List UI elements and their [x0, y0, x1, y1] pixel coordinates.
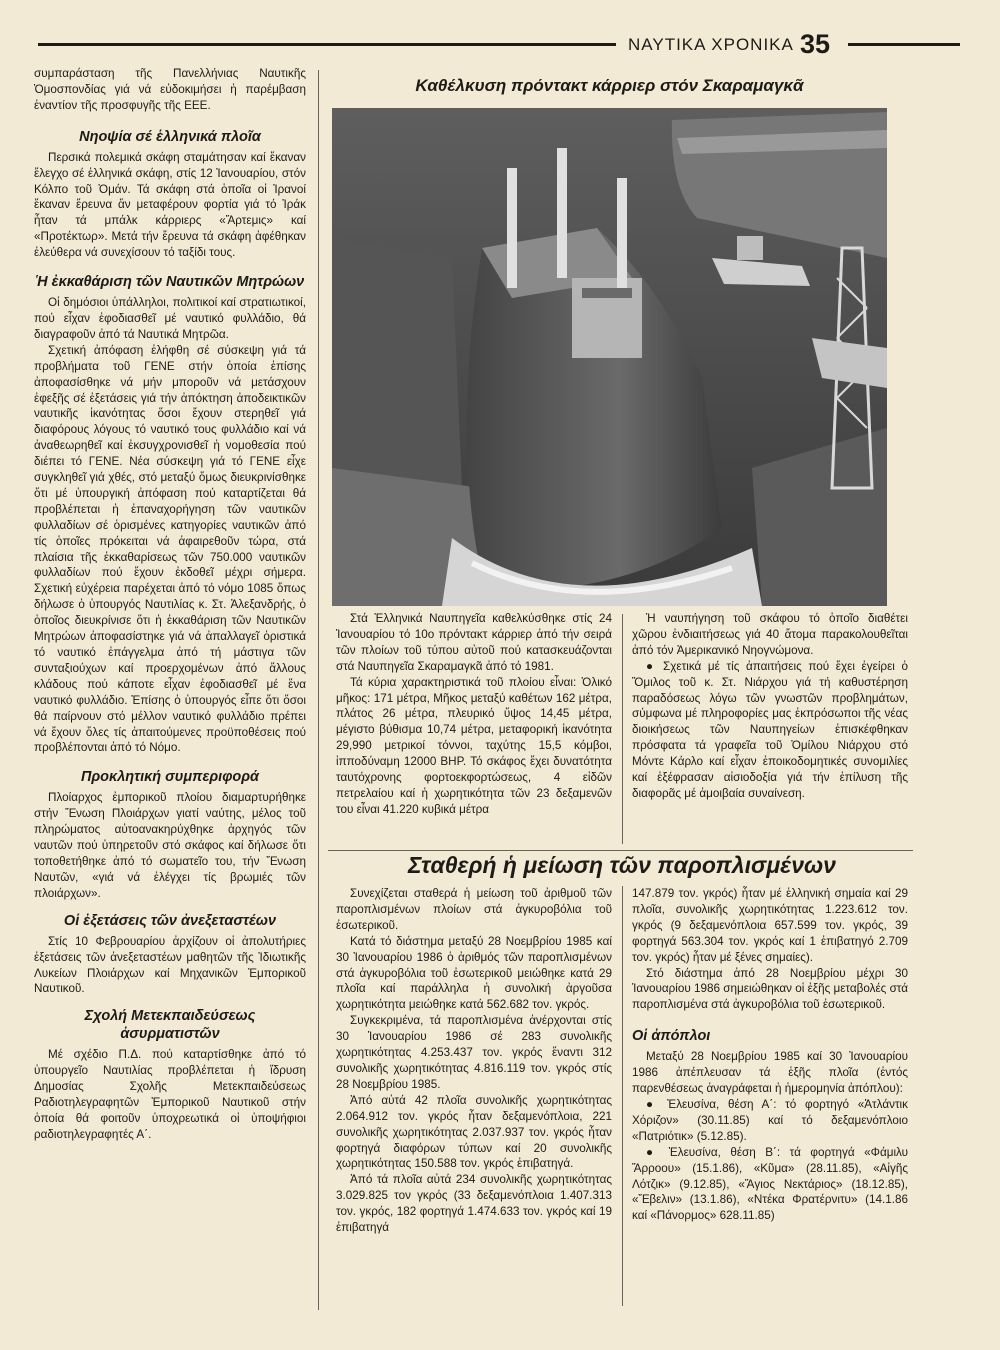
- heading-apoploi: Οἱ ἀπόπλοι: [632, 1028, 711, 1045]
- photo-story-col-2: [632, 611, 908, 802]
- heading-exetaseis: Οἱ ἐξετάσεις τῶν ἀνεξεταστέων: [63, 912, 277, 929]
- text-exetaseis: Στίς 10 Φεβρουαρίου ἀρχίζουν οἱ ἀπολυτήριες ἐξετάσεις τῶν ἀνεξεταστέων μαθητῶν τῆς Ἰδιωτικῆς Λυκείων Πλοιάρχων καί Μηχανικῶν Ἐμπορικοῦ Ναυτικοῦ.: [34, 934, 306, 996]
- photo-story-text-2: Τά κύρια χαρακτηριστικά τοῦ πλοίου εἶναι: Ὁλικό μῆκος: 171 μέτρα, Μῆκος μεταξύ καθέτων 162 μέτρα, πλάτος 26 μέτρα, πλευρικό ὕψος 14,45 μέτρα, μέγιστο βύθισμα 10,74 μέτρα, μεταφορική ἱκανότητα 29,990 μετρικοί τόννοι, ταχύτης 15,5 κόμβοι, ἱπποδύναμη 12000 BHP. Τό σκάφος ἔχει δυνατότητα ταυτόχρονης φορτοεκφορτώσεως, 4 εἰδῶν πετρελαίου καί ἡ χωρητικότητα τῶν 23 δεξαμενῶν του εἶναι 41.220 κυβικά μέτρα: [336, 675, 612, 816]
- heading-proklitiki: Προκλητική συμπεριφορά: [80, 769, 260, 786]
- intro-text: συμπαράσταση τῆς Πανελλήνιας Ναυτικῆς Ὁμοσπονδίας γιά νά εὐδοκιμήσει ἡ παρέμβαση ἐναντίον τῆς προσφυγῆς τῆς ΕΕΕ.: [34, 67, 306, 112]
- bottom-text-4: Ἀπό αὐτά 42 πλοῖα συνολικῆς χωρητικότητας 2.064.912 τον. γκρός ἦταν δεξαμενόπλοια, 221 συνολικῆς χωρητικότητας 2.037.937 τον. γκρός ἦταν φορτηγά διαφόρων τύπων καί 20 συνολικῆς χωρητικότητας 150.588 τον. γκρός ἐπιβατηγά.: [336, 1093, 612, 1171]
- bottom-text-1: Συνεχίζεται σταθερά ἡ μείωση τοῦ ἀριθμοῦ τῶν παροπλισμένων πλοίων στά ἀγκυροβόλια τοῦ ἐσωτερικοῦ.: [336, 887, 612, 932]
- bottom-story-col-2: [632, 886, 908, 1224]
- left-column: [34, 66, 306, 1143]
- ship-launch-photo: [332, 108, 887, 606]
- bottom-text-7: Στό διάστημα ἀπό 28 Νοεμβρίου μέχρι 30 Ἰανουαρίου 1986 σημειώθηκαν οἱ ἑξῆς μεταβολές στά παροπλισμένα στά ἀγκυροβόλια τοῦ ἐσωτερικοῦ.: [632, 966, 908, 1012]
- bottom-text-9: ● Ἐλευσίνα, θέση Α΄: τό φορτηγό «Ἀτλάντικ Χόριζον» (30.11.85) καί τό δεξαμενόπλοιο «Πατριότικ» (5.12.85).: [632, 1097, 908, 1143]
- bottom-text-5: Ἀπό τά πλοῖα αὐτά 234 συνολικῆς χωρητικότητας 3.029.825 τον γκρός (33 δεξαμενόπλοια 1.407.313 τον. γκρός, 182 φορτηγά 1.474.633 τον. γκρός καί 19 ἐπιβατηγά: [336, 1173, 612, 1235]
- text-mitroa-2: Σχετική ἀπόφαση ἐλήφθη σέ σύσκεψη γιά τά προβλήματα τοῦ ΓΕΝΕ στήν ὁποία ἐπίσης ἀποφασίσθηκε νά μήν μποροῦν νά μετάσχουν ἐφεξῆς σέ ἐξετάσεις γιά τήν ἀπόκτηση ἀποδεικτικῶν ναυτικῆς ἱκανότητας ὅσοι ἔχουν στερηθεῖ γιά διαφόρους λόγους τό ναυτικό τους φυλλάδιο καί νά ἀναθεωρηθεῖ καί ἐκσυγχρονισθεῖ ἡ νομοθεσία πού διέπει τό ΓΕΝΕ. Νέα σύσκεψη γιά τό ΓΕΝΕ εἶχε συγκληθεῖ γιά χθές, στό μεταξύ ὅμως διευκρινίσθηκε ὅτι μέ ὑπουργική ἀπόφαση πού καταρτίζεται θά προβλέπεται ἡ ἐπαναχορήγηση τῶν ναυτικῶν φυλλαδίων σέ ὁρισμένες κατηγορίες ναυτικῶν ἀπό τίς ὁποῖες πρόκειται νά ἀφαιρεθοῦν τώρα, στά πλαίσια τῆς ἐκκαθαρίσεως τῶν 750.000 ναυτικῶν φυλλαδίων πού ἔχουν ἐκδοθεῖ μέχρι σήμερα. Σχετική εὐχέρεια παρέχεται ἀπό τό νόμο 1085 ὅπως δήλωσε ὁ ὑπουργός Ναυτιλίας κ. Στ. Ἀλεξανδρής, ὁ ὁποῖος διευκρίνισε ὅτι ἡ ἐκκαθάριση τῶν Ναυτικῶν Μητρώων ἀποφασίστηκε γιά νά ἀπαλλαγεῖ ὁριστικά τό ναυτικό ἐπάγγελμα ἀπό τή μάστιγα τῶν συνταξιούχων καί προερχομένων ἀπό ἄλλους κλάδους πού κάποτε εἶχαν ἐφοδιασθεῖ μέ ἕνα ναυτικό φυλλάδιο. Ἐπίσης ὁ ὑπουργός εἶπε ὅτι ὅσοι θά παίρνουν στό μέλλον ναυτικό φυλλάδιο πρέπει νά ἔχουν ὅλες τίς ἀπαιτούμενες προϋποθέσεις πού προβλέπονται ἀπό τό Νόμο.: [34, 343, 306, 755]
- text-proklitiki: Πλοίαρχος ἐμπορικοῦ πλοίου διαμαρτυρήθηκε στήν Ἔνωση Πλοιάρχων γιατί ναύτης, μέλος τοῦ πληρώματος αὐτοανακηρύχθηκε ἀρχηγός τῶν ναυτῶν πού ὑπηρετοῦν στό σκάφος καί δήλωσε ὅτι τοποθετήθηκε ἀπό τό σωματεῖο του, τήν Ἔνωση Ναυτῶν, «γιά νά ἐλέγχει τίς βρωμιές τῶν πλοιάρχων».: [34, 791, 306, 900]
- heading-nipsia: Νηοψία σέ ἑλληνικά πλοῖα: [79, 128, 261, 145]
- header-rule-right: [848, 43, 960, 46]
- photo-story-text-4: ● Σχετικά μέ τίς ἀπαιτήσεις πού ἔχει ἐγείρει ὁ Ὅμιλος τοῦ κ. Στ. Νιάρχου γιά τή καθυστέρηση παραδόσεως λόγω τῶν γνωστῶν προβλημάτων, σύμφωνα μέ πληροφορίες μας ἐκπρόσωποι τῆς νέας διοικήσεως τῶν Ναυπηγείων ἐπισκέφθηκαν πρόσφατα τά γραφεῖα τοῦ Ὀμίλου Νιάρχου στό Μόντε Κάρλο καί εἶχαν ἐποικοδομητικές συνομιλίες καί ἐξέφρασαν αἰσιοδοξία γιά τήν ἐπίλυση τῆς διαφορᾶς μέ ἀμοιβαία συναίνεση.: [632, 659, 908, 800]
- bottom-story-col-1: [336, 886, 612, 1236]
- bottom-text-6: 147.879 τον. γκρός) ἦταν μέ ἑλληνική σημαία καί 29 πλοῖα, συνολικῆς χωρητικότητας 1.223.612 τον. γκρός (9 δεξαμενόπλοια 657.599 τον. γκρός, 39 φορτηγά 563.304 τον. γκρός καί 1 ἐπιβατηγό 2.709 τον. γκρός) ἦταν μέ ξένες σημαίες).: [632, 887, 908, 964]
- ship-launch-image: [332, 108, 887, 606]
- heading-scholi: Σχολή Μετεκπαιδεύσεως ἀσυρματιστῶν: [84, 1008, 256, 1043]
- bottom-story-divider: [622, 886, 623, 1306]
- column-divider: [318, 70, 319, 1310]
- photo-story-headline: Καθέλκυση πρόντακτ κάρριερ στόν Σκαραμαγκᾶ: [415, 76, 804, 95]
- page-number: 35: [800, 29, 831, 59]
- bottom-story-rule: [328, 850, 913, 851]
- text-nipsia: Περσικά πολεμικά σκάφη σταμάτησαν καί ἔκαναν ἔλεγχο σέ ἑλληνικά σκάφη, στίς 12 Ἰανουαρίου, στόν Κόλπο τοῦ Ὀμάν. Τά σκάφη στά ὁποῖα οἱ Ἰρανοί ἔκαναν ἔρευνα ἄν μεταφέρουν φορτία γιά τό Ἰράκ ἦταν τά μπάλκ κάρριερς «Ἄρτεμις» καί «Προτέκτωρ». Μετά τήν ἔρευνα τά σκάφη ἀφέθηκαν ἐλεύθερα νά συνεχίσουν τό ταξίδι τους.: [34, 150, 306, 260]
- bottom-text-2: Κατά τό διάστημα μεταξύ 28 Νοεμβρίου 1985 καί 30 Ἰανουαρίου 1986 ὁ ἀριθμός τῶν παροπλισμένων στά ἀγκυροβόλια τοῦ ἐσωτερικοῦ μειώθηκε κατά 29 πλοῖα καί παράλληλα ἡ συνολική ἀργοῦσα χωρητικότητα μειώθηκε κατά 562.682 τον. γκρός.: [336, 934, 612, 1012]
- photo-story-text-3: Ἡ ναυπήγηση τοῦ σκάφου τό ὁποῖο διαθέτει χῶρου ἐνδιαιτήσεως γιά 40 ἄτομα παρακολουθεῖται ἀπό τόν Ἀμερικανικό Νηογνώμονα.: [632, 612, 908, 657]
- bottom-story-headline: Σταθερή ἡ μείωση τῶν παροπλισμένων: [408, 852, 836, 878]
- heading-mitroa: Ἡ ἐκκαθάριση τῶν Ναυτικῶν Μητρώων: [35, 274, 305, 291]
- text-scholi: Μέ σχέδιο Π.Δ. πού καταρτίσθηκε ἀπό τό ὑπουργεῖο Ναυτιλίας προβλέπεται ἡ ἵδρυση Δημοσίας Σχολῆς Μετεκπαιδεύσεως Ραδιοτηλεγραφητῶν Ἐμπορικοῦ Ναυτικοῦ στήν ὁποία θά φοιτοῦν ὑποχρεωτικά οἱ ὑποψήφιοι ραδιοτηλεγραφητές Α΄.: [34, 1048, 306, 1141]
- bottom-text-10: ● Ἐλευσίνα, θέση Β΄: τά φορτηγά «Φάμιλυ Ἄρροου» (15.1.86), «Κῦμα» (28.11.85), «Αἰγῆς Λότζικ» (9.12.85), «Ἅγιος Νεκτάριος» (18.12.85), «Ἔβελιν» (13.1.86), «Ντέκα Φρατέρνιτυ» (14.1.86 καί «Πάνορμος» 628.11.85): [632, 1145, 908, 1223]
- bottom-text-3: Συγκεκριμένα, τά παροπλισμένα ἀνέρχονται στίς 30 Ἰανουαρίου 1986 σέ 283 συνολικῆς χωρητικότητας 4.253.437 τον. γκρός ἔναντι 312 συνολικῆς χωρητικότητας 4.816.119 τον. γκρός στίς 28 Νοεμβρίου 1985.: [336, 1014, 612, 1091]
- header-title: ΝΑΥΤΙΚΑ ΧΡΟΝΙΚΑ: [628, 35, 794, 54]
- header-rule-left: [38, 43, 616, 46]
- photo-story-col-1: [336, 611, 612, 818]
- text-mitroa-1: Οἱ δημόσιοι ὑπάλληλοι, πολιτικοί καί στρατιωτικοί, πού εἶχαν ἐφοδιασθεῖ μέ ναυτικό φυλλάδιο, θά διαγραφοῦν ἀπό τά Ναυτικά Μητρῶα.: [34, 296, 306, 341]
- photo-story-divider: [622, 614, 623, 844]
- photo-story-text-1: Στά Ἑλληνικά Ναυπηγεῖα καθελκύσθηκε στίς 24 Ἰανουαρίου τό 10ο πρόντακτ κάρριερ ἀπό τήν σειρά τῶν πλοίων τοῦ τύπου αὐτοῦ πού κατασκευάζονται στά Ναυπηγεῖα Σκαραμαγκᾶ ἀπό τό 1981.: [336, 612, 612, 673]
- bottom-text-8: Μεταξύ 28 Νοεμβρίου 1985 καί 30 Ἰανουαρίου 1986 ἀπέπλευσαν τά ἑξῆς πλοῖα (ἐντός παρενθέσεως ἀναγράφεται ἡ ἡμερομηνία ἀπόπλου):: [632, 1050, 908, 1096]
